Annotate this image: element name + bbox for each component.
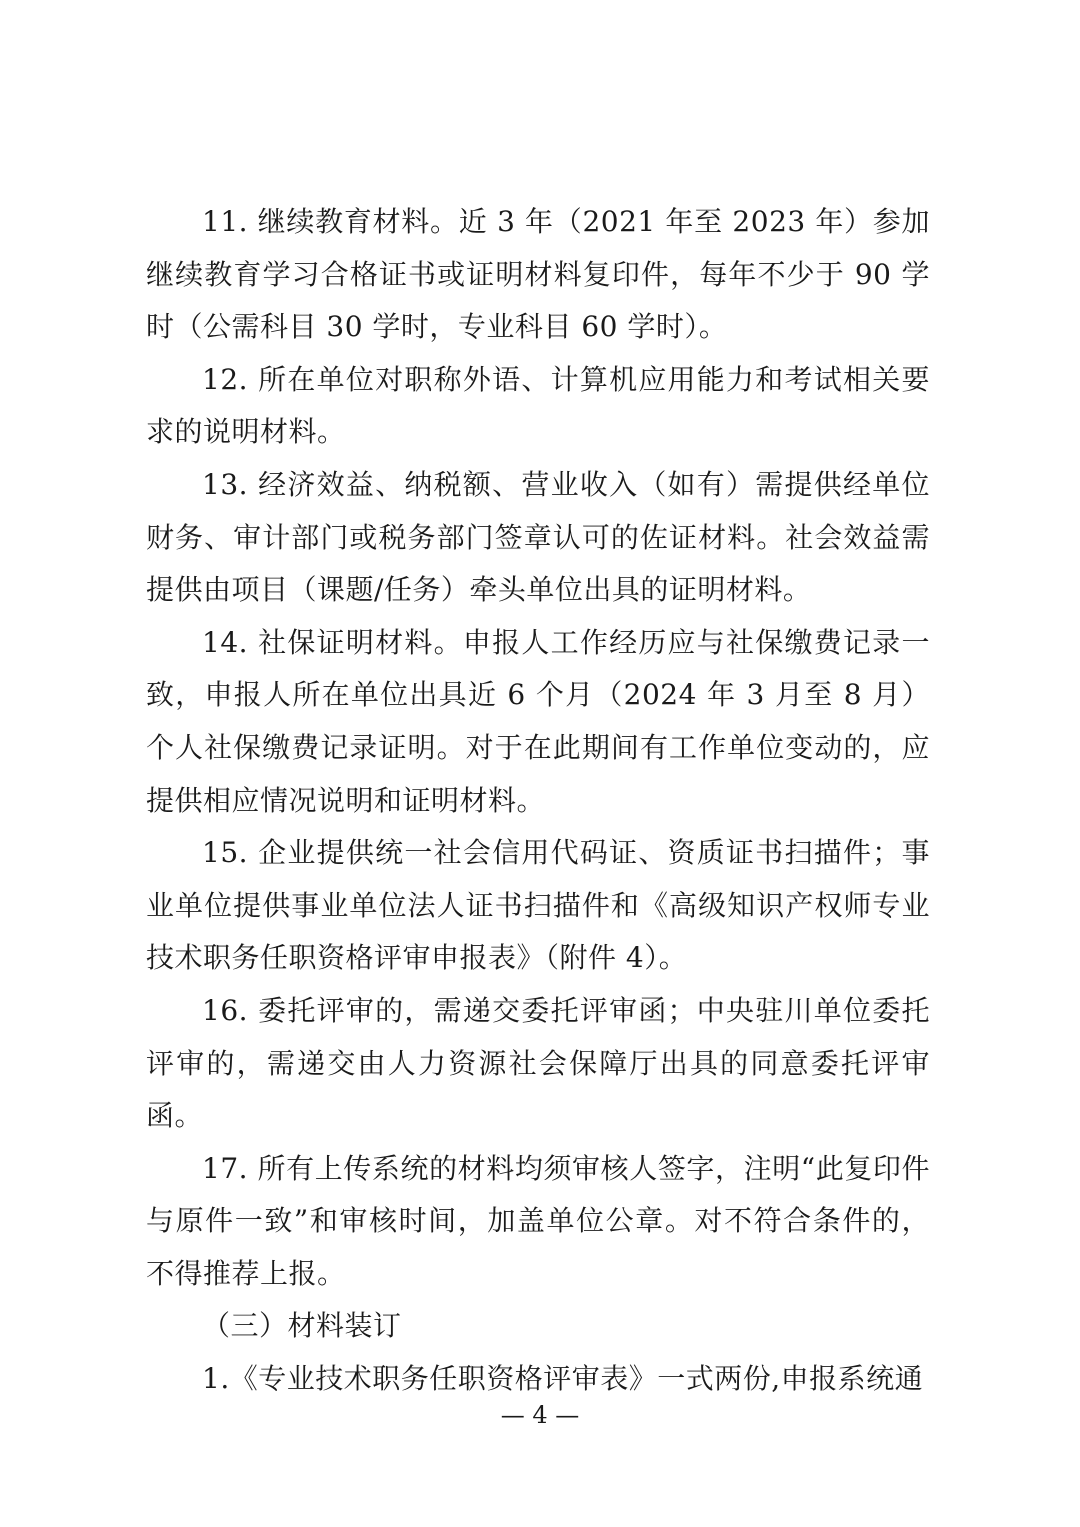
page-number: — 4 — [500, 1401, 580, 1429]
document-body [146, 196, 930, 1406]
paragraph-uploaded-materials: 17. 所有上传系统的材料均须审核人签字，注明“此复印件与原件一致”和审核时间，加盖单位公章。对不符合条件的，不得推荐上报。 [146, 1151, 930, 1290]
paragraph-language-computer-requirements: 12. 所在单位对职称外语、计算机应用能力和考试相关要求的说明材料。 [146, 362, 930, 449]
section-heading-binding: （三）材料装订 [202, 1309, 402, 1343]
paragraph-entrusted-review: 16. 委托评审的，需递交委托评审函；中央驻川单位委托评审的，需递交由人力资源社会保障厅出具的同意委托评审函。 [146, 993, 930, 1133]
paragraph-continuing-education: 11. 继续教育材料。近 3 年（2021 年至 2023 年）参加继续教育学习合格证书或证明材料复印件，每年不少于 90 学时（公需科目 30 学时，专业科目 60 学时）。 [146, 205, 930, 344]
paragraph-enterprise-certificates: 15. 企业提供统一社会信用代码证、资质证书扫描件；事业单位提供事业单位法人证书扫描件和《高级知识产权师专业技术职务任职资格评审申报表》（附件 4）。 [146, 836, 930, 975]
paragraph-economic-benefits: 13. 经济效益、纳税额、营业收入（如有）需提供经单位财务、审计部门或税务部门签章认可的佐证材料。社会效益需提供由项目（课题/任务）牵头单位出具的证明材料。 [146, 467, 930, 607]
paragraph-review-form: 1.《专业技术职务任职资格评审表》一式两份,申报系统通 [202, 1362, 924, 1396]
paragraph-social-security: 14. 社保证明材料。申报人工作经历应与社保缴费记录一致，申报人所在单位出具近 6 个月（2024 年 3 月至 8 月）个人社保缴费记录证明。对于在此期间有工作单位变动的，应提供相应情况说明和证明材料。 [146, 625, 930, 817]
